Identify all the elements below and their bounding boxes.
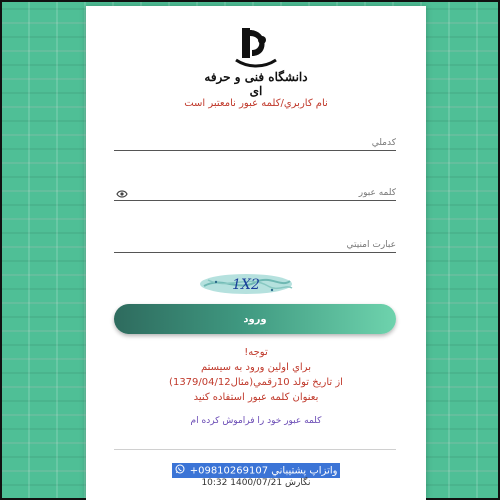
first-login-notice — [86, 345, 426, 405]
password-field-wrapper — [114, 180, 396, 201]
support-contact — [86, 458, 426, 478]
notice-line-3: بعنوان کلمه عبور استفاده کنيد — [193, 392, 319, 403]
version-info: نگارش 1400/07/21 10:32 — [201, 478, 311, 488]
support-whatsapp-link[interactable] — [172, 463, 341, 478]
captcha-field-wrapper — [114, 232, 396, 253]
username-field-wrapper — [114, 130, 396, 151]
university-logo — [196, 24, 316, 98]
whatsapp-icon — [175, 464, 185, 477]
support-text: واتزاپ پشتيباني 09810269107+ — [189, 465, 338, 476]
login-button[interactable]: ورود — [114, 304, 396, 334]
frame-top-border — [0, 0, 500, 2]
captcha-image[interactable] — [198, 272, 294, 296]
captcha-text: 1X2 — [232, 277, 260, 293]
forgot-password-link[interactable]: کلمه عبور خود را فراموش کرده ام — [190, 416, 322, 426]
notice-line-2: از تاريخ تولد 10رقمي(مثال1379/04/12) — [169, 377, 343, 388]
login-card — [86, 6, 426, 500]
footer-divider — [114, 449, 396, 450]
frame-left-border — [0, 0, 2, 500]
username-input[interactable] — [114, 133, 396, 153]
password-input[interactable] — [114, 183, 396, 203]
university-logo-text: دانشگاه فنی و حرفه ای — [204, 70, 308, 98]
error-message: نام کاربري/کلمه عبور نامعتبر است — [184, 98, 328, 109]
notice-title: توجه! — [244, 347, 268, 358]
notice-line-1: براي اولين ورود به سيستم — [201, 362, 311, 373]
show-password-eye-icon[interactable] — [116, 184, 128, 194]
university-emblem-icon — [196, 24, 316, 70]
captcha-input[interactable] — [114, 235, 396, 255]
